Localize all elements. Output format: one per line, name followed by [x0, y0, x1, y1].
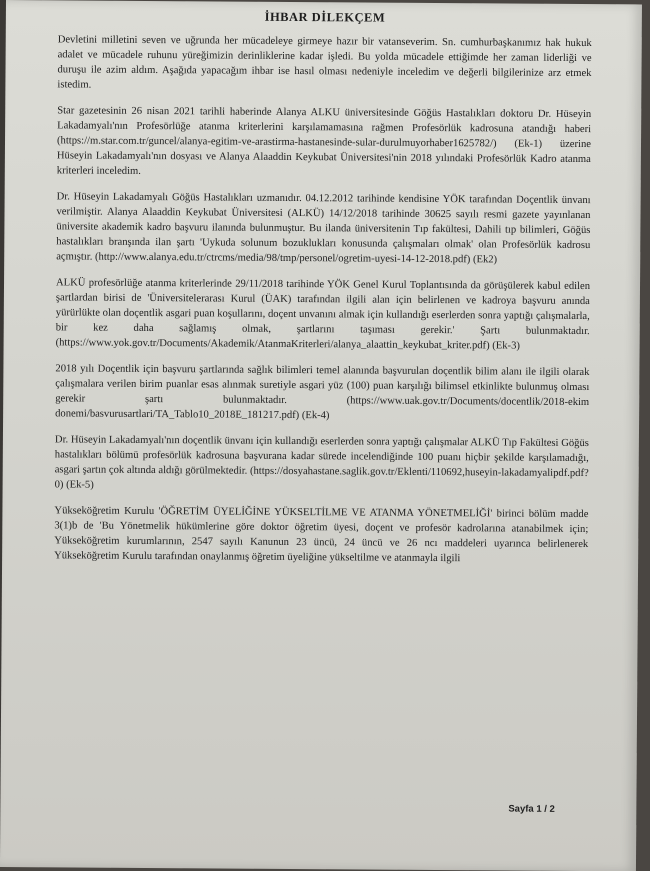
page-number: Sayfa 1 / 2	[508, 803, 555, 815]
paragraph-star-news: Star gazetesinin 26 nisan 2021 tarihli haberinde Alanya ALKU üniversitesinde Göğüs Hastalıkları doktoru Dr. Hüseyin Lakadamyalı'nın Profesörlüğe atanma kriterlerini karşılamamasına rağmen Profesörlük kadrosuna atandığı haberi (https://m.star.com.tr/guncel/alanya-egitim-ve-arastirma-hastanesinde-sular-durulmuyorhaber1625782/) (Ek-1) üzerine Hüseyin Lakadamyalı'nın dosyası ve Alanya Alaaddin Keykubat Üniversitesi'nin 2018 yılındaki Profesörlük Kadro atanma kriterleri inceledim.	[56, 105, 592, 177]
paragraph-works-evaluation: Dr. Hüseyin Lakadamyalı'nın doçentlik ünvanı için kullandığı eserlerden sonra yaptığı çalışmalar ALKÜ Tıp Fakültesi Göğüs hastalıkları bölümü profesörlük kadrosuna başvurana kadar sürede incelendiğinde 100 puanı hiçbir şekilde karşılamadığı, asgari şartın çok altında aldığı görülmektedir. (https://dosyahastane.saglik.gov.tr/Eklenti/110692,huseyin-lakadamyalipdf.pdf?0) (Ek-5)	[54, 434, 589, 491]
document-body	[54, 8, 592, 578]
document-title: İHBAR DİLEKÇEM	[264, 9, 386, 25]
paragraph-regulation: Yükseköğretim Kurulu 'ÖĞRETİM ÜYELİĞİNE YÜKSELTİLME VE ATANMA YÖNETMELİĞİ' birinci bölüm madde 3(1)b de 'Bu Yönetmelik hükümlerine göre doktor öğretim üyesi, doçent ve profesör kadrolarına atanabilmek için; Yükseköğretim kurumlarının, 2547 sayılı Kanunun 23 üncü, 24 üncü ve 26 ncı maddeleri uyarınca belirlenerek Yükseköğretim Kurulu tarafından onaylanmış öğretim üyeliğine yükseltilme ve atanmayla ilgili	[54, 505, 589, 565]
paragraph-2018-conditions: 2018 yılı Doçentlik için başvuru şartlarında sağlık bilimleri temel alanında başvurulan doçentlik bilim alanı ile ilgili olarak çalışmalara verilen birim puanlar esas alınmak suretiyle asgari yüz (100) puan karşılığı bilimsel etkinlikte bulunmuş olması gerekir şartı bulunmaktadır. (https://www.uak.gov.tr/Documents/docentlik/2018-ekim donemi/basvurusartlari/TA_Tablo10_2018E_181217.pdf) (Ek-4)	[55, 363, 590, 422]
paragraph-intro: Devletini milletini seven ve uğrunda her mücadeleye girmeye hazır bir vatanseverim. Sn. cumhurbaşkanımız hak hukuk adalet ve mücadele ruhunu yüreğimizin derinliklerine kadar işledi. Bu yolda mücadele ettiğimde her zaman liderliği ve duruşu ile azim aldım. Aşağıda yapacağım ihbar ise hasıl olması nedeniyle inceledim ve değerli bilgilerinize arz etmek istedim.	[57, 34, 592, 91]
paragraph-docentlik: Dr. Hüseyin Lakadamyalı Göğüs Hastalıkları uzmanıdır. 04.12.2012 tarihinde kendisine YÖK tarafından Doçentlik ünvanı verilmiştir. Alanya Alaaddin Keykubat Üniversitesi (ALKÜ) 14/12/2018 tarihinde 30625 sayılı resmi gazete yayınlanan üniversite akademik kadro başvuru ilanında bulunmuştur. Bu ilanda üniversitenin Tıp fakültesi, Dahili tıp bilimleri, Göğüs hastalıkları branşında ilan şartı 'Uykuda solunum bozuklukları konusunda çalışmaları olmak' olan Profesörlük kadrosu açmıştır. (http://www.alanya.edu.tr/ctrcms/media/98/tmp/personel/ogretim-uyesi-14-12-2018.pdf) (Ek2)	[56, 191, 591, 266]
paragraph-alku-criteria: ALKÜ profesörlüğe atanma kriterlerinde 29/11/2018 tarihinde YÖK Genel Kurul Toplantısında da görüşülerek kabul edilen şartlardan birisi de 'Üniversitelerarası Kurul (ÜAK) tarafından ilgili alan için belirlenen ve kadroya başvuru anında yürürlükte olan doçentlik asgari puan koşullarını, doçent unvanını almak için kullandığı eserlerden sonra yaptığı çalışmalarla, bir kez daha sağlamış olmak, şartlarını taşıması gerekir.' Şartı bulunmaktadır. (https://www.yok.gov.tr/Documents/Akademik/AtanmaKriterleri/alanya_alaattin_keykubat_kriter.pdf) (Ek-3)	[55, 277, 591, 352]
